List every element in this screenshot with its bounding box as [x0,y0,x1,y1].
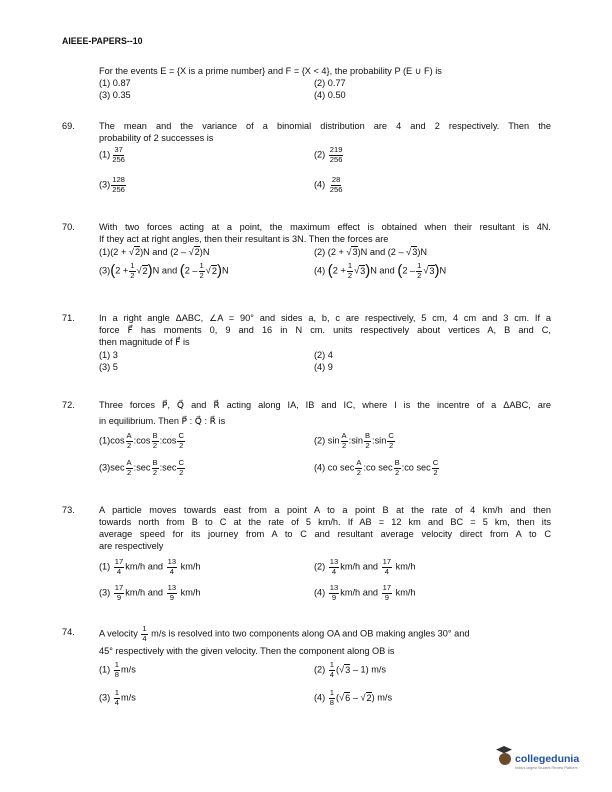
option-1: (1) $\frac{37}{256}$ [99,145,125,164]
question-text: towards north from B to C at the rate of 5 km/h. If AB = 12 km and BC = 5 km, then its [99,517,551,527]
question-text: The mean and the variance of a binomial distribution are 4 and 2 respectively. Then the [99,121,551,131]
option-2: (2) (2 + √3)N and (2 – √3)N [314,247,428,257]
question-text: A particle moves towards east from a point A to a point B at the rate of 4 km/h and then [99,505,551,515]
brand-logo: collegedunia [515,753,580,765]
question-text: probability of 2 successes is [99,133,214,143]
option-2: (2) 4 [314,350,333,360]
option-2: (2) $\frac{13}{4}$ km/h and $\frac{17}{4}$ km/h [314,557,416,576]
question-number: 72. [62,400,75,410]
question-text: then magnitude of F⃗ is [99,337,190,347]
option-3: (3) $\frac{17}{9}$ km/h and $\frac{13}{9}$ km/h [99,583,201,602]
question-text: in equilibrium. Then P⃗ : Q⃗ : R⃗ is [99,416,226,426]
question-text: In a right angle ΔABC, ∠A = 90° and sides a, b, c are respectively, 5 cm, 4 cm and 3 cm. If a [99,313,551,323]
option-4: (4) 9 [314,362,333,372]
question-number: 74. [62,627,75,637]
option-3: (3) 5 [99,362,118,372]
question-text: Three forces P⃗, Q⃗ and R⃗ acting along IA, IB and IC, where I is the incentre of a ΔABC, are [99,400,551,410]
option-2: (2) 0.77 [314,78,346,88]
option-3: (3)(2 + $\frac{1}{2}$ √2)N and (2 – $\frac{1}{2}$ √2)N [99,261,229,280]
mascot-icon [499,753,511,765]
option-1: (1) 0.87 [99,78,131,88]
question-number: 69. [62,121,75,131]
option-3: (3)sec $\frac{A}{2}$ :sec $\frac{B}{2}$ :sec $\frac{C}{2}$ [99,458,184,477]
question-number: 71. [62,313,75,323]
option-1: (1) $\frac{1}{8}$ m/s [99,660,136,679]
question-text: For the events E = {X is a prime number} and F = {X < 4}, the probability P (E ∪ F) is [99,66,442,76]
option-3: (3) 0.35 [99,90,131,100]
brand-tagline: India's largest Student Review Platform [515,766,578,770]
option-1: (1) $\frac{17}{4}$ km/h and $\frac{13}{4}$ km/h [99,557,201,576]
option-4: (4) $\frac{28}{256}$ [314,175,343,194]
option-3: (3) $\frac{1}{4}$ m/s [99,688,136,707]
option-4: (4) $\frac{13}{9}$ km/h and $\frac{17}{9}$ km/h [314,583,416,602]
option-1: (1)(2 + √2)N and (2 – √2)N [99,247,210,257]
question-number: 70. [62,222,75,232]
option-2: (2) sin $\frac{A}{2}$ :sin $\frac{B}{2}$ :sin $\frac{C}{2}$ [314,431,394,450]
question-number: 73. [62,505,75,515]
question-text: are respectively [99,541,164,551]
option-4: (4) co sec $\frac{A}{2}$ :co sec $\frac{B}{2}$ :co sec $\frac{C}{2}$ [314,458,439,477]
question-text: force F⃗ has moments 0, 9 and 16 in N cm. units respectively about vertices A, B and C, [99,325,551,335]
page-header: AIEEE-PAPERS--10 [62,36,143,46]
option-2: (2) $\frac{1}{4}$ (√3 – 1) m/s [314,660,387,679]
option-4: (4) $\frac{1}{8}$ (√6 – √2) m/s [314,688,393,707]
question-text: With two forces acting at a point, the maximum effect is obtained when their resultant is 4N. [99,222,551,232]
option-1: (1) 3 [99,350,118,360]
question-text: If they act at right angles, then their resultant is 3N. Then the forces are [99,234,389,244]
option-1: (1)cos $\frac{A}{2}$ :cos $\frac{B}{2}$ :cos $\frac{C}{2}$ [99,431,184,450]
question-text: average speed for its journey from A to C and resultant average velocity direct from A to C [99,529,551,539]
option-4: (4) 0.50 [314,90,346,100]
question-text: 45° respectively with the given velocity. Then the component along OB is [99,646,395,656]
option-3: (3) $\frac{128}{256}$ [99,175,125,194]
question-text: A velocity $\frac{1}{4}$ m/s is resolved into two components along OA and OB making angles 30° and [99,624,470,643]
option-2: (2) $\frac{219}{256}$ [314,145,343,164]
option-4: (4) (2 + $\frac{1}{2}$ √3)N and (2 – $\frac{1}{2}$ √3)N [314,261,447,280]
